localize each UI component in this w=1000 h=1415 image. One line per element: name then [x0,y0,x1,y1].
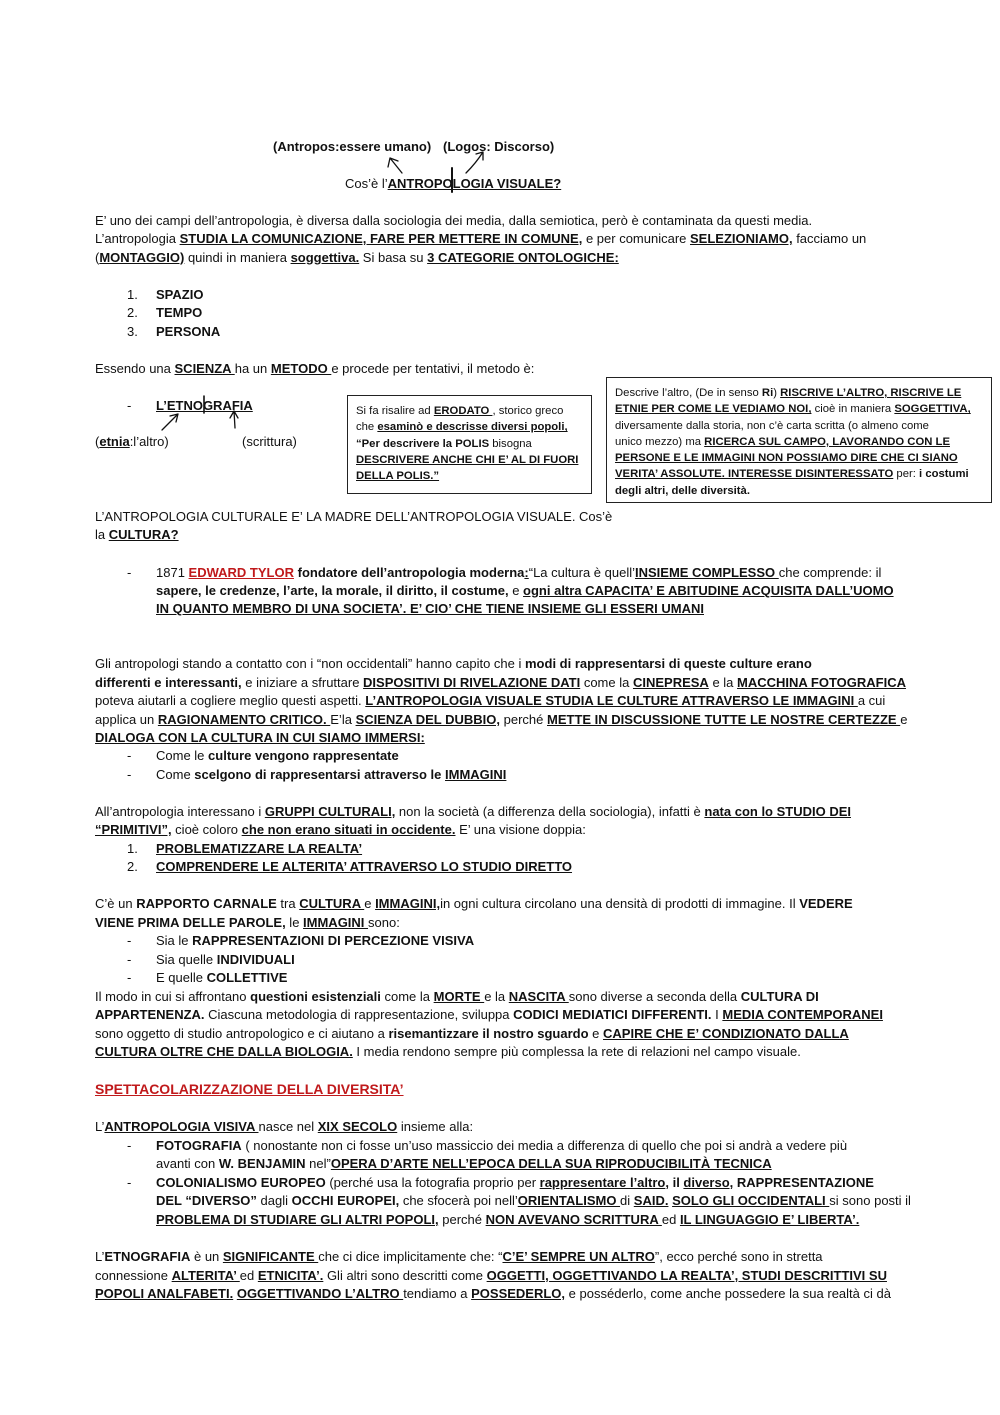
category-item: 2. [127,305,138,320]
list-item: Sia quelle INDIVIDUALI [156,952,295,967]
para-line: poteva aiutarli a cogliere meglio questi aspetti. L’ANTROPOLOGIA VISUALE STUDIA LE CULTURE ATTRAVERSO LE IMMAGINI a cui [95,693,886,708]
list-item: FOTOGRAFIA ( nonostante non ci fosse un’uso massiccio dei media a differenza di quello che poi si andrà a vedere più [156,1138,848,1153]
bullet-dash: - [127,748,132,763]
para-line: DIALOGA CON LA CULTURA IN CUI SIAMO IMMERSI: [95,730,425,745]
list-item: Come scelgono di rappresentarsi attraverso le IMMAGINI [156,767,507,782]
category-item: 1. [127,287,138,302]
tylor-line-2: sapere, le credenze, l’arte, la morale, il diritto, il costume, e ogni altra CAPACITA’ E ABITUDINE ACQUISITA DALL’UOMO [156,583,894,598]
list-number: 1. [127,841,138,856]
list-item: Sia le RAPPRESENTAZIONI DI PERCEZIONE VISIVA [156,933,475,948]
list-item-cont: PROBLEMA DI STUDIARE GLI ALTRI POPOLI, perché NON AVEVANO SCRITTURA ed IL LINGUAGGIO E’ LIBERTA’. [156,1212,860,1227]
list-item: Come le culture vengono rappresentate [156,748,399,763]
bullet-dash: - [127,565,132,580]
para-line: VIENE PRIMA DELLE PAROLE, le IMMAGINI sono: [95,915,400,930]
para-line: L’ANTROPOLOGIA VISIVA nasce nel XIX SECOLO insieme alla: [95,1119,474,1134]
para-line: differenti e interessanti, e iniziare a sfruttare DISPOSITIVI DI RIVELAZIONE DATI come la CINEPRESA e la MACCHINA FOTOGRAFICA [95,675,907,690]
section-heading: SPETTACOLARIZZAZIONE DELLA DIVERSITA’ [95,1081,404,1097]
para-line: POPOLI ANALFABETI. OGGETTIVANDO L’ALTRO tendiamo a POSSEDERLO, e posséderlo, come anche possedere la sua realtà ci dà [95,1286,891,1301]
para-line: “PRIMITIVI”, cioè coloro che non erano situati in occidente. E’ una visione doppia: [95,822,586,837]
category-item: 3. [127,324,138,339]
bullet-dash: - [127,933,132,948]
page-title: Cos’è l’ANTROPOLOGIA VISUALE? [345,176,562,191]
intro-line-2: L’antropologia STUDIA LA COMUNICAZIONE, FARE PER METTERE IN COMUNE, e per comunicare SELEZIONIAMO, facciamo un [95,231,867,246]
para-line: CULTURA OLTRE CHE DALLA BIOLOGIA. I media rendono sempre più complessa la rete di relazioni nel campo visuale. [95,1044,801,1059]
madre-line-1: L’ANTROPOLOGIA CULTURALE E’ LA MADRE DELL’ANTROPOLOGIA VISUALE. Cos’è [95,509,613,524]
arrow-to-antropos [388,158,402,173]
madre-line-2: la CULTURA? [95,527,179,542]
list-item-cont: DEL “DIVERSO” dagli OCCHI EUROPEI, che sfocerà poi nell’ORIENTALISMO di SAID. SOLO GLI OCCIDENTALI si sono posti il [156,1193,911,1208]
bullet-dash: - [127,398,132,413]
list-item: COMPRENDERE LE ALTERITA’ ATTRAVERSO LO STUDIO DIRETTO [156,859,573,874]
para-line: connessione ALTERITA’ ed ETNICITA’. Gli altri sono descritti come OGGETTI, OGGETTIVANDO LA REALTA’, STUDI DESCRITTIVI SU [95,1268,887,1283]
category-label: PERSONA [156,324,221,339]
etnografia-title: L’ETNOGRAFIA [156,398,253,413]
bullet-dash: - [127,1138,132,1153]
bullet-dash: - [127,767,132,782]
tylor-line-3: IN QUANTO MEMBRO DI UNA SOCIETA’. E’ CIO’ CHE TIENE INSIEME GLI ESSERI UMANI [156,601,704,616]
logos-etymology: (Logos: Discorso) [443,139,555,154]
antropos-etymology: (Antropos:essere umano) [273,139,432,154]
bullet-dash: - [127,970,132,985]
list-number: 2. [127,859,138,874]
para-line: Il modo in cui si affrontano questioni esistenziali come la MORTE e la NASCITA sono diverse a seconda della CULTURA DI [95,989,819,1004]
intro-line-3: (MONTAGGIO) quindi in maniera soggettiva. Si basa su 3 CATEGORIE ONTOLOGICHE: [95,250,619,265]
para-line: Gli antropologi stando a contatto con i “non occidentali” hanno capito che i modi di rappresentarsi di queste culture erano [95,656,812,671]
tylor-line-1: 1871 EDWARD TYLOR fondatore dell’antropologia moderna:“La cultura è quell’INSIEME COMPLESSO che comprende: il [156,565,882,580]
category-label: SPAZIO [156,287,204,302]
list-item: E quelle COLLETTIVE [156,970,288,985]
list-item-cont: avanti con W. BENJAMIN nel”OPERA D’ARTE NELL’EPOCA DELLA SUA RIPRODUCIBILITÀ TECNICA [156,1156,772,1171]
list-item: PROBLEMATIZZARE LA REALTA’ [156,841,363,856]
scrittura-label: (scrittura) [242,434,297,449]
para-line: sono oggetto di studio antropologico e ci aiutano a risemantizzare il nostro sguardo e CAPIRE CHE E’ CONDIZIONATO DALLA [95,1026,849,1041]
para-line: applica un RAGIONAMENTO CRITICO. E’la SCIENZA DEL DUBBIO, perché METTE IN DISCUSSIONE TUTTE LE NOSTRE CERTEZZE e [95,712,908,727]
arrow-to-etnia [162,414,178,430]
category-label: TEMPO [156,305,203,320]
erodoto-note-box: Si fa risalire ad ERODATO , storico greco che esaminò e descrisse diversi popoli, “Per descrivere la POLIS bisogna DESCRIVERE ANCHE CHI E’ AL DI FUORI DELLA POLIS.” [347,395,592,494]
para-line: All’antropologia interessano i GRUPPI CULTURALI, non la società (a differenza della sociologia), infatti è nata con lo STUDIO DEI [95,804,851,819]
para-line: APPARTENENZA. Ciascuna metodologia di rappresentazione, sviluppa CODICI MEDIATICI DIFFERENTI. I MEDIA CONTEMPORANEI [95,1007,883,1022]
para-line: C’è un RAPPORTO CARNALE tra CULTURA e IMMAGINI,in ogni cultura circolano una densità di prodotti di immagine. Il VEDERE [95,896,853,911]
altro-note-box: Descrive l’altro, (De in senso Ri) RISCRIVE L’ALTRO, RISCRIVE LE ETNIE PER COME LE VEDIAMO NOI, cioè in maniera SOGGETTIVA, diversamente dalla storia, non c’è carta scritta (o almeno come unico mezzo) ma RICERCA SUL CAMPO, LAVORANDO CON LE PERSONE E LE IMMAGINI NON POSSIAMO DIRE CHE CI SIANO VERITA’ ASSOLUTE. INTERESSE DISINTERESSATO per: i costumi degli altri, delle diversità. [606,377,992,503]
bullet-dash: - [127,952,132,967]
bullet-dash: - [127,1175,132,1190]
scienza-line: Essendo una SCIENZA ha un METODO e procede per tentativi, il metodo è: [95,361,535,376]
intro-line-1: E’ uno dei campi dell’antropologia, è diversa dalla sociologia dei media, dalla semiotica, però è contaminata da questi media. [95,213,813,228]
para-line: L’ETNOGRAFIA è un SIGNIFICANTE che ci dice implicitamente che: “C’E’ SEMPRE UN ALTRO”, ecco perché sono in stretta [95,1249,823,1264]
list-item: COLONIALISMO EUROPEO (perché usa la fotografia proprio per rappresentare l’altro, il diverso, RAPPRESENTAZIONE [156,1175,874,1190]
etnia-label: (etnia:l’altro) [95,434,169,449]
